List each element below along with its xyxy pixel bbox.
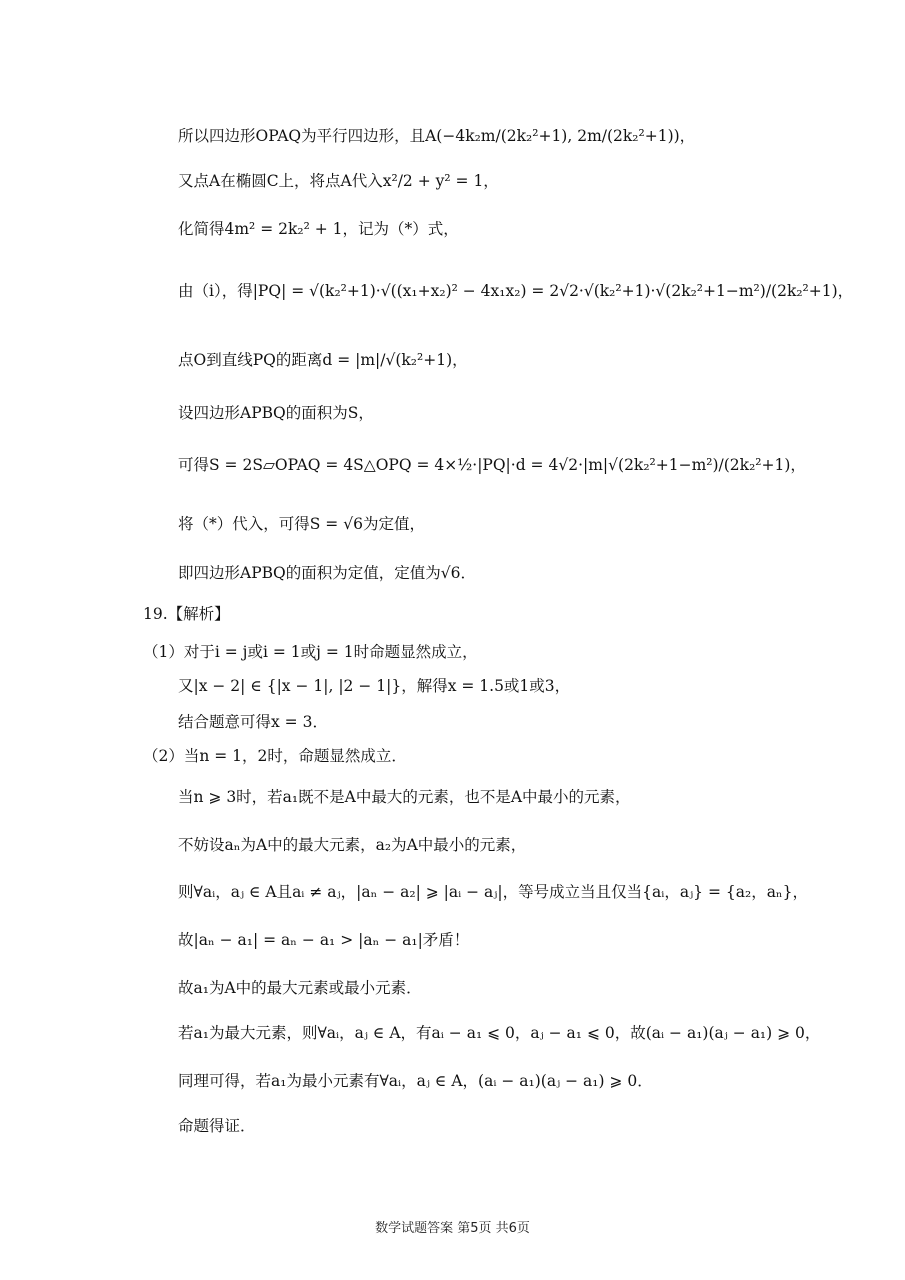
line-area-formula: 可得S = 2S▱OPAQ = 4S△OPQ = 4×½·|PQ|·d = 4√2·|m|√(2k₂²+1−m²)/(2k₂²+1)， <box>178 456 806 474</box>
line-conclusion-area: 即四边形APBQ的面积为定值，定值为√6． <box>178 564 476 582</box>
line-point-on-ellipse: 又点A在椭圆C上，将点A代入x²/2 + y² = 1， <box>178 172 499 190</box>
line-part1-solve: 又|x − 2| ∈ {|x − 1|, |2 − 1|}，解得x = 1.5或1或3， <box>178 677 571 695</box>
line-pq-length: 由（i），得|PQ| = √(k₂²+1)·√((x₁+x₂)² − 4x₁x₂) = 2√2·√(k₂²+1)·√(2k₂²+1−m²)/(2k₂²+1)， <box>178 282 854 300</box>
line-distance: 点O到直线PQ的距离d = |m|/√(k₂²+1)， <box>178 351 468 369</box>
line-part2-min-case: 同理可得，若a₁为最小元素有∀aᵢ，aⱼ ∈ A，(aᵢ − a₁)(aⱼ − a₁) ⩾ 0． <box>178 1072 653 1090</box>
line-substitute: 将（*）代入，可得S = √6为定值， <box>178 515 425 533</box>
line-part2-contradiction: 故|aₙ − a₁| = aₙ − a₁ > |aₙ − a₁|矛盾！ <box>178 931 470 949</box>
line-part2: （2）当n = 1，2时，命题显然成立． <box>143 747 407 765</box>
line-part1: （1）对于i = j或i = 1或j = 1时命题显然成立， <box>143 643 478 661</box>
line-simplify: 化简得4m² = 2k₂² + 1，记为（*）式， <box>178 220 459 238</box>
line-part2-max-min: 故a₁为A中的最大元素或最小元素． <box>178 979 422 997</box>
line-q19-heading: 19.【解析】 <box>143 605 230 623</box>
line-parallelogram: 所以四边形OPAQ为平行四边形，且A(−4k₂m/(2k₂²+1), 2m/(2k₂²+1))， <box>178 127 696 145</box>
line-part2-assume: 不妨设aₙ为A中的最大元素，a₂为A中最小的元素， <box>178 836 527 854</box>
line-area-set: 设四边形APBQ的面积为S， <box>178 404 374 422</box>
line-part2-max-case: 若a₁为最大元素，则∀aᵢ，aⱼ ∈ A，有aᵢ − a₁ ⩽ 0，aⱼ − a₁ ⩽ 0，故(aᵢ − a₁)(aⱼ − a₁) ⩾ 0， <box>178 1024 821 1042</box>
line-proved: 命题得证． <box>178 1117 256 1135</box>
line-part2-ineq: 则∀aᵢ，aⱼ ∈ A且aᵢ ≠ aⱼ，|aₙ − a₂| ⩾ |aᵢ − aⱼ|，等号成立当且仅当{aᵢ，aⱼ} = {a₂，aₙ}， <box>178 883 808 901</box>
page-footer: 数学试题答案 第5页 共6页 <box>375 1221 530 1236</box>
line-part1-result: 结合题意可得x = 3． <box>178 713 328 731</box>
line-part2-case: 当n ⩾ 3时，若a₁既不是A中最大的元素，也不是A中最小的元素， <box>178 788 631 806</box>
